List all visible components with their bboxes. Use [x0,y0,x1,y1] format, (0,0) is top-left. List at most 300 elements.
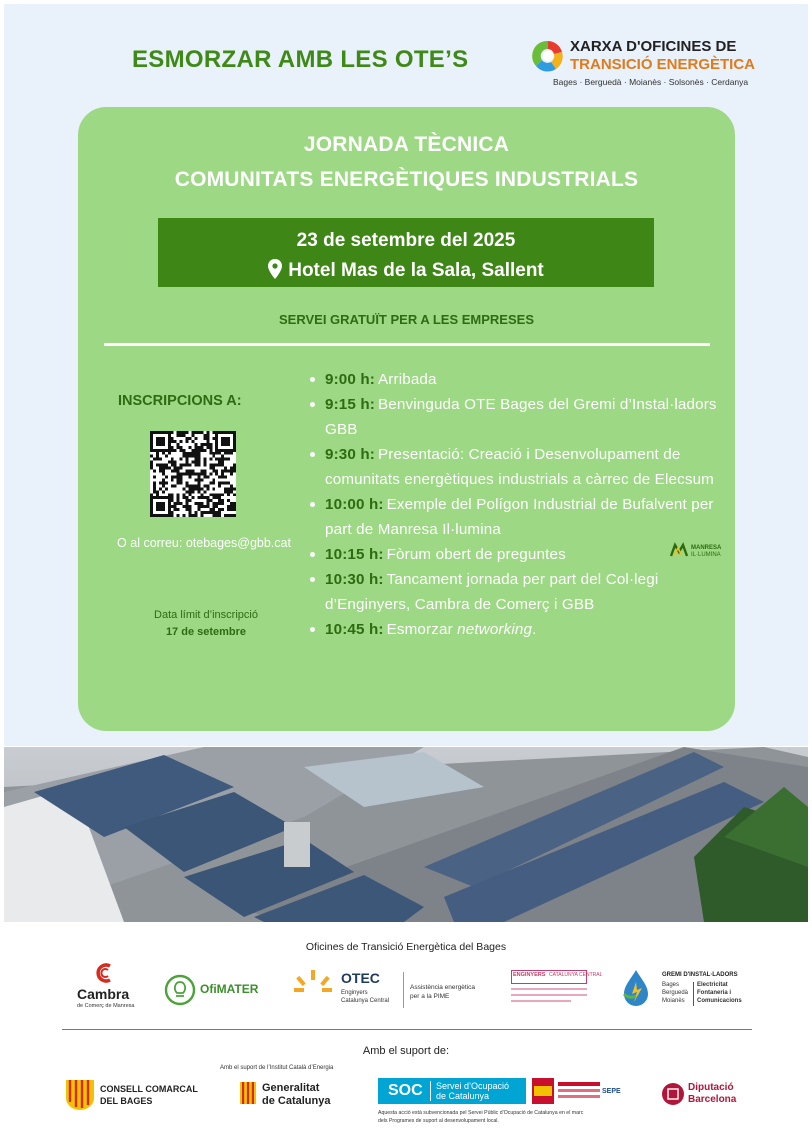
qr-module [186,431,189,434]
qr-module [180,431,183,434]
qr-module [230,487,233,490]
qr-module [206,499,209,502]
qr-module [215,514,218,517]
qr-module [177,431,180,434]
qr-module [150,443,153,446]
qr-module [177,443,180,446]
qr-module [233,493,236,496]
qr-module [150,467,153,470]
qr-module [156,443,159,446]
qr-module [206,505,209,508]
qr-module [162,478,165,481]
qr-module [183,487,186,490]
qr-module [194,502,197,505]
qr-module [194,455,197,458]
qr-module [177,496,180,499]
qr-module [215,496,218,499]
qr-module [189,455,192,458]
qr-module [165,464,168,467]
qr-module [230,484,233,487]
qr-module [200,446,203,449]
qr-module [186,437,189,440]
qr-module [150,431,153,434]
qr-module [215,431,218,434]
qr-module [227,487,230,490]
qr-module [174,508,177,511]
qr-module [180,440,183,443]
qr-module [150,493,153,496]
qr-module [197,473,200,476]
qr-module [206,475,209,478]
qr-module [221,502,224,505]
qr-module [215,440,218,443]
qr-module [218,508,221,511]
qr-module [212,487,215,490]
qr-module [153,470,156,473]
qr-module [227,440,230,443]
qr-module [150,464,153,467]
qr-module [200,478,203,481]
qr-module [218,499,221,502]
qr-module [186,496,189,499]
qr-module [165,467,168,470]
qr-module [168,431,171,434]
qr-module [215,437,218,440]
qr-module [203,458,206,461]
qr-module [162,431,165,434]
qr-module [227,499,230,502]
qr-module [159,467,162,470]
qr-module [197,478,200,481]
qr-module [192,455,195,458]
qr-module [192,434,195,437]
network-logo-icon [530,38,566,74]
qr-module [212,493,215,496]
qr-module [180,502,183,505]
qr-module [197,431,200,434]
qr-module [156,493,159,496]
qr-module [177,493,180,496]
qr-module [200,443,203,446]
qr-module [209,458,212,461]
cambra-logo: Cambra de Comerç de Manresa [76,962,138,1012]
qr-module [177,514,180,517]
svg-text:IL·LUMINA: IL·LUMINA [691,552,721,558]
qr-module [212,470,215,473]
qr-module [227,431,230,434]
qr-module [224,467,227,470]
qr-module [233,449,236,452]
qr-module [156,464,159,467]
qr-module [159,502,162,505]
qr-module [174,467,177,470]
enginyers-logo: ENGINYERS CATALUNYA CENTRAL [511,970,587,1006]
qr-module [174,464,177,467]
qr-module [189,493,192,496]
network-logo [530,36,770,92]
qr-module [218,511,221,514]
qr-module [186,458,189,461]
qr-module [171,431,174,434]
qr-module [171,496,174,499]
qr-module [215,446,218,449]
qr-module [221,437,224,440]
qr-module [206,511,209,514]
qr-module [200,431,203,434]
qr-module [159,440,162,443]
qr-module [189,487,192,490]
qr-module [221,455,224,458]
qr-module [150,505,153,508]
supporter-logos [0,1062,812,1132]
registration-email: O al correu: otebages@gbb.cat [117,536,291,550]
qr-module [194,473,197,476]
qr-module [233,443,236,446]
qr-module [180,473,183,476]
qr-module [177,446,180,449]
event-card [78,107,735,731]
soc-logo: SOC Servei d’Ocupació de Catalunya SEPE Aquesta acció està subvencionada pel Servei Públic d’Ocupació de Catalunya en el marc dels Programes de suport al desenvolupament local. [378,1078,628,1130]
gremi-logo: GREMI D'INSTAL·LADORS Bages Berguedà Moianès Electricitat Fontaneria i Comunicacions [620,968,750,1012]
qr-module [221,470,224,473]
qr-module [150,449,153,452]
qr-module [215,511,218,514]
qr-module [183,505,186,508]
qr-module [192,461,195,464]
qr-module [177,478,180,481]
qr-module [183,496,186,499]
qr-module [177,502,180,505]
schedule-item: 9:00 h: Arribada [310,367,720,392]
qr-module [168,440,171,443]
registration-qr-code[interactable] [150,431,236,517]
qr-module [194,431,197,434]
qr-module [174,470,177,473]
event-title-line2: COMUNITATS ENERGÈTIQUES INDUSTRIALS [174,168,639,191]
qr-module [174,461,177,464]
qr-module [165,487,168,490]
qr-module [203,449,206,452]
qr-module [150,461,153,464]
qr-module [212,437,215,440]
qr-module [203,473,206,476]
qr-module [215,464,218,467]
qr-module [212,455,215,458]
qr-module [174,505,177,508]
qr-module [230,473,233,476]
footer-divider [62,1029,752,1030]
qr-module [165,449,168,452]
network-regions: Bages · Berguedà · Moianès · Solsonès · Cerdanya [553,77,749,87]
qr-module [209,446,212,449]
qr-module [174,440,177,443]
qr-module [159,458,162,461]
qr-module [203,464,206,467]
qr-module [174,502,177,505]
qr-module [203,437,206,440]
qr-module [221,431,224,434]
qr-module [194,464,197,467]
qr-module [194,437,197,440]
qr-module [150,496,153,499]
registration-heading: INSCRIPCIONS A: [118,393,242,409]
qr-module [186,473,189,476]
qr-module [212,496,215,499]
qr-module [212,508,215,511]
qr-module [189,484,192,487]
qr-module [162,502,165,505]
qr-module [203,475,206,478]
qr-module [233,467,236,470]
qr-module [197,490,200,493]
qr-module [209,452,212,455]
svg-text:MANRESA: MANRESA [691,545,722,551]
qr-module [197,446,200,449]
qr-module [180,458,183,461]
icaen-note: Amb el suport de l’Institut Català d’Energia [220,1065,334,1071]
qr-module [156,437,159,440]
qr-module [162,508,165,511]
qr-module [197,508,200,511]
qr-module [162,490,165,493]
qr-module [230,505,233,508]
qr-module [186,440,189,443]
qr-module [159,431,162,434]
cambra-logo-icon [94,962,118,984]
qr-module [171,475,174,478]
qr-module [215,470,218,473]
event-venue-line [158,259,654,282]
qr-module [218,464,221,467]
qr-module [162,452,165,455]
event-venue: Hotel Mas de la Sala, Sallent [288,260,544,281]
qr-module [153,490,156,493]
qr-module [206,487,209,490]
qr-module [224,481,227,484]
qr-module [177,470,180,473]
qr-module [206,434,209,437]
qr-module [183,449,186,452]
qr-module [168,443,171,446]
qr-module [150,499,153,502]
qr-module [174,484,177,487]
qr-module [168,437,171,440]
qr-module [203,496,206,499]
qr-module [215,493,218,496]
qr-module [156,505,159,508]
generalitat-flag-icon [240,1082,256,1104]
qr-module [159,505,162,508]
qr-module [215,434,218,437]
qr-module [200,449,203,452]
qr-module [224,514,227,517]
schedule-item: 9:30 h: Presentació: Creació i Desenvolupament de comunitats energètiques industrials a càrrec de Elecsum [310,442,720,492]
qr-module [200,505,203,508]
qr-module [165,514,168,517]
qr-module [192,496,195,499]
qr-module [224,487,227,490]
qr-module [189,514,192,517]
qr-module [230,449,233,452]
qr-module [218,452,221,455]
qr-module [186,464,189,467]
qr-module [227,437,230,440]
qr-module [159,496,162,499]
qr-module [221,458,224,461]
qr-module [159,443,162,446]
qr-module [212,452,215,455]
qr-module [192,484,195,487]
qr-module [215,473,218,476]
qr-module [162,484,165,487]
qr-module [209,508,212,511]
qr-module [209,481,212,484]
qr-module [194,443,197,446]
qr-module [162,437,165,440]
qr-module [218,449,221,452]
qr-module [197,464,200,467]
qr-module [194,487,197,490]
qr-module [183,514,186,517]
qr-module [153,475,156,478]
qr-module [153,449,156,452]
qr-module [227,490,230,493]
qr-module [206,496,209,499]
qr-module [189,473,192,476]
date-venue-box [158,218,654,287]
qr-module [227,443,230,446]
qr-module [171,484,174,487]
qr-module [224,449,227,452]
qr-module [171,511,174,514]
qr-module [215,502,218,505]
qr-module [206,443,209,446]
qr-module [203,490,206,493]
event-title-line1: JORNADA TÈCNICA [303,133,510,156]
qr-module [227,470,230,473]
qr-module [203,484,206,487]
qr-module [159,449,162,452]
qr-module [150,502,153,505]
qr-module [153,484,156,487]
qr-module [197,481,200,484]
qr-module [186,461,189,464]
qr-module [224,475,227,478]
qr-module [189,505,192,508]
network-title-line2: TRANSICIÓ ENERGÈTICA [570,56,756,73]
event-date: 23 de setembre del 2025 [296,230,516,251]
qr-module [150,440,153,443]
location-pin-icon [268,259,282,279]
qr-module [180,481,183,484]
qr-module [156,431,159,434]
qr-module [153,496,156,499]
qr-module [233,505,236,508]
qr-module [221,473,224,476]
qr-module [206,484,209,487]
qr-module [168,508,171,511]
qr-module [171,514,174,517]
qr-module [212,464,215,467]
qr-module [171,461,174,464]
qr-module [230,431,233,434]
qr-module [162,481,165,484]
qr-module [156,449,159,452]
qr-module [162,440,165,443]
qr-module [168,511,171,514]
qr-module [159,481,162,484]
qr-module [162,467,165,470]
qr-module [186,481,189,484]
qr-module [203,505,206,508]
qr-module [221,499,224,502]
qr-module [159,514,162,517]
qr-module [168,449,171,452]
qr-module [212,502,215,505]
diputacio-logo: Diputació Barcelona [662,1080,752,1110]
qr-module [233,470,236,473]
qr-module [192,431,195,434]
ofimater-logo-icon [164,974,196,1006]
qr-module [233,446,236,449]
divider [104,343,710,346]
qr-module [233,487,236,490]
qr-module [230,470,233,473]
qr-module [197,487,200,490]
qr-module [168,499,171,502]
qr-module [224,490,227,493]
offices-label: Oficines de Transició Energètica del Bages [305,941,507,953]
qr-module [194,514,197,517]
qr-module [159,508,162,511]
otec-sun-icon [293,968,333,998]
qr-module [224,443,227,446]
qr-module [150,514,153,517]
qr-module [174,449,177,452]
qr-module [171,464,174,467]
qr-module [221,449,224,452]
qr-module [156,440,159,443]
otec-logo: OTEC Enginyers Catalunya Central Assistència energètica per a la PIME [293,968,493,1016]
qr-module [192,514,195,517]
qr-module [162,496,165,499]
qr-module [189,475,192,478]
qr-module [218,496,221,499]
qr-module [218,458,221,461]
qr-module [156,455,159,458]
qr-module [200,511,203,514]
qr-module [221,481,224,484]
qr-module [233,440,236,443]
qr-module [165,431,168,434]
qr-module [233,431,236,434]
qr-module [233,502,236,505]
qr-module [215,458,218,461]
qr-module [156,458,159,461]
support-label: Amb el suport de: [362,1045,450,1057]
qr-module [189,452,192,455]
qr-module [189,508,192,511]
qr-module [171,499,174,502]
qr-module [162,464,165,467]
qr-module [227,505,230,508]
qr-module [192,490,195,493]
qr-module [165,455,168,458]
qr-module [230,502,233,505]
qr-module [186,502,189,505]
qr-module [221,440,224,443]
generalitat-logo: Generalitat de Catalunya [240,1080,340,1110]
